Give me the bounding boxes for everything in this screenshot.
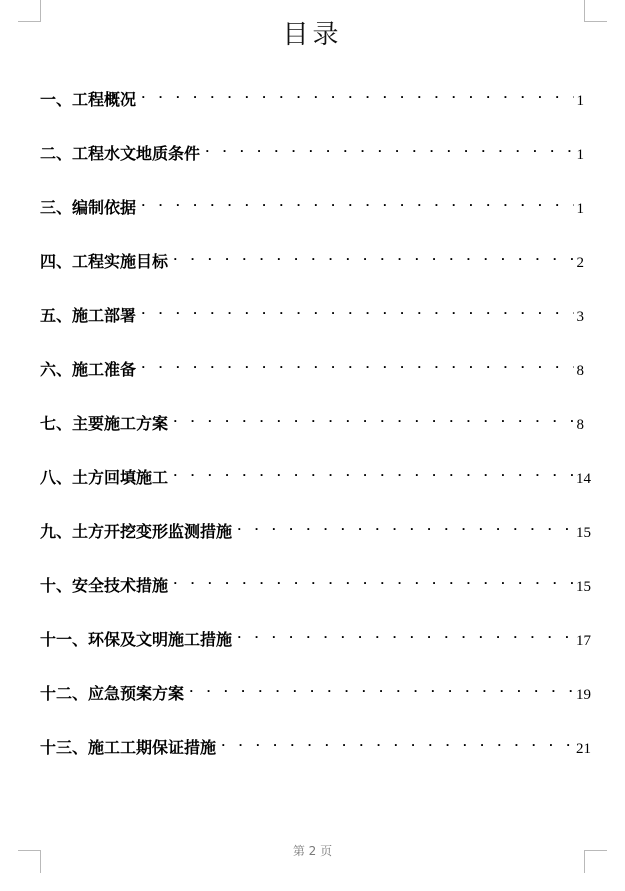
page-footer-number: 第 2 页 xyxy=(292,844,333,858)
toc-dot-leader xyxy=(140,87,574,109)
toc-dot-leader xyxy=(172,411,574,433)
toc-page-number: 19 xyxy=(576,687,591,703)
toc-entry[interactable] xyxy=(40,467,591,521)
toc-page-number: 14 xyxy=(576,471,591,487)
toc-entry-label: 十二、应急预案方案 xyxy=(40,684,185,703)
toc-dot-leader xyxy=(220,735,574,757)
toc-page-number: 1 xyxy=(576,147,584,163)
toc-list xyxy=(40,89,591,791)
toc-entry[interactable] xyxy=(40,629,591,683)
toc-entry-label: 四、工程实施目标 xyxy=(40,252,169,271)
toc-dot-leader xyxy=(140,303,574,325)
toc-page-number: 15 xyxy=(576,579,591,595)
toc-entry-label: 七、主要施工方案 xyxy=(40,414,169,433)
toc-entry[interactable] xyxy=(40,413,584,467)
toc-dot-leader xyxy=(204,141,574,163)
toc-dot-leader xyxy=(140,195,574,217)
toc-page-number: 1 xyxy=(576,201,584,217)
toc-page-number: 8 xyxy=(576,363,584,379)
toc-title: 目录 xyxy=(282,20,343,50)
toc-entry-label: 十、安全技术措施 xyxy=(40,576,169,595)
toc-entry[interactable] xyxy=(40,575,591,629)
toc-dot-leader xyxy=(140,357,574,379)
toc-page-number: 17 xyxy=(576,633,591,649)
toc-entry-label: 二、工程水文地质条件 xyxy=(40,144,201,163)
toc-dot-leader xyxy=(236,519,574,541)
toc-dot-leader xyxy=(172,573,574,595)
toc-entry[interactable] xyxy=(40,251,584,305)
toc-entry-label: 三、编制依据 xyxy=(40,198,137,217)
toc-page-number: 1 xyxy=(576,93,584,109)
toc-entry-label: 一、工程概况 xyxy=(40,90,137,109)
toc-entry-label: 九、土方开挖变形监测措施 xyxy=(40,522,233,541)
toc-dot-leader xyxy=(172,249,574,271)
toc-entry-label: 十一、环保及文明施工措施 xyxy=(40,630,233,649)
toc-dot-leader xyxy=(172,465,574,487)
toc-dot-leader xyxy=(188,681,574,703)
toc-page-number: 15 xyxy=(576,525,591,541)
toc-entry-label: 六、施工准备 xyxy=(40,360,137,379)
toc-entry[interactable] xyxy=(40,143,584,197)
toc-entry-label: 十三、施工工期保证措施 xyxy=(40,738,217,757)
toc-entry[interactable] xyxy=(40,89,584,143)
toc-page-number: 21 xyxy=(576,741,591,757)
toc-entry[interactable] xyxy=(40,197,584,251)
toc-entry[interactable] xyxy=(40,359,584,413)
toc-page-number: 2 xyxy=(576,255,584,271)
toc-dot-leader xyxy=(236,627,574,649)
toc-entry-label: 五、施工部署 xyxy=(40,306,137,325)
toc-entry[interactable] xyxy=(40,521,591,575)
toc-page-number: 8 xyxy=(576,417,584,433)
toc-entry[interactable] xyxy=(40,683,591,737)
toc-entry[interactable] xyxy=(40,737,591,791)
toc-entry[interactable] xyxy=(40,305,584,359)
toc-page-number: 3 xyxy=(576,309,584,325)
toc-entry-label: 八、土方回填施工 xyxy=(40,468,169,487)
